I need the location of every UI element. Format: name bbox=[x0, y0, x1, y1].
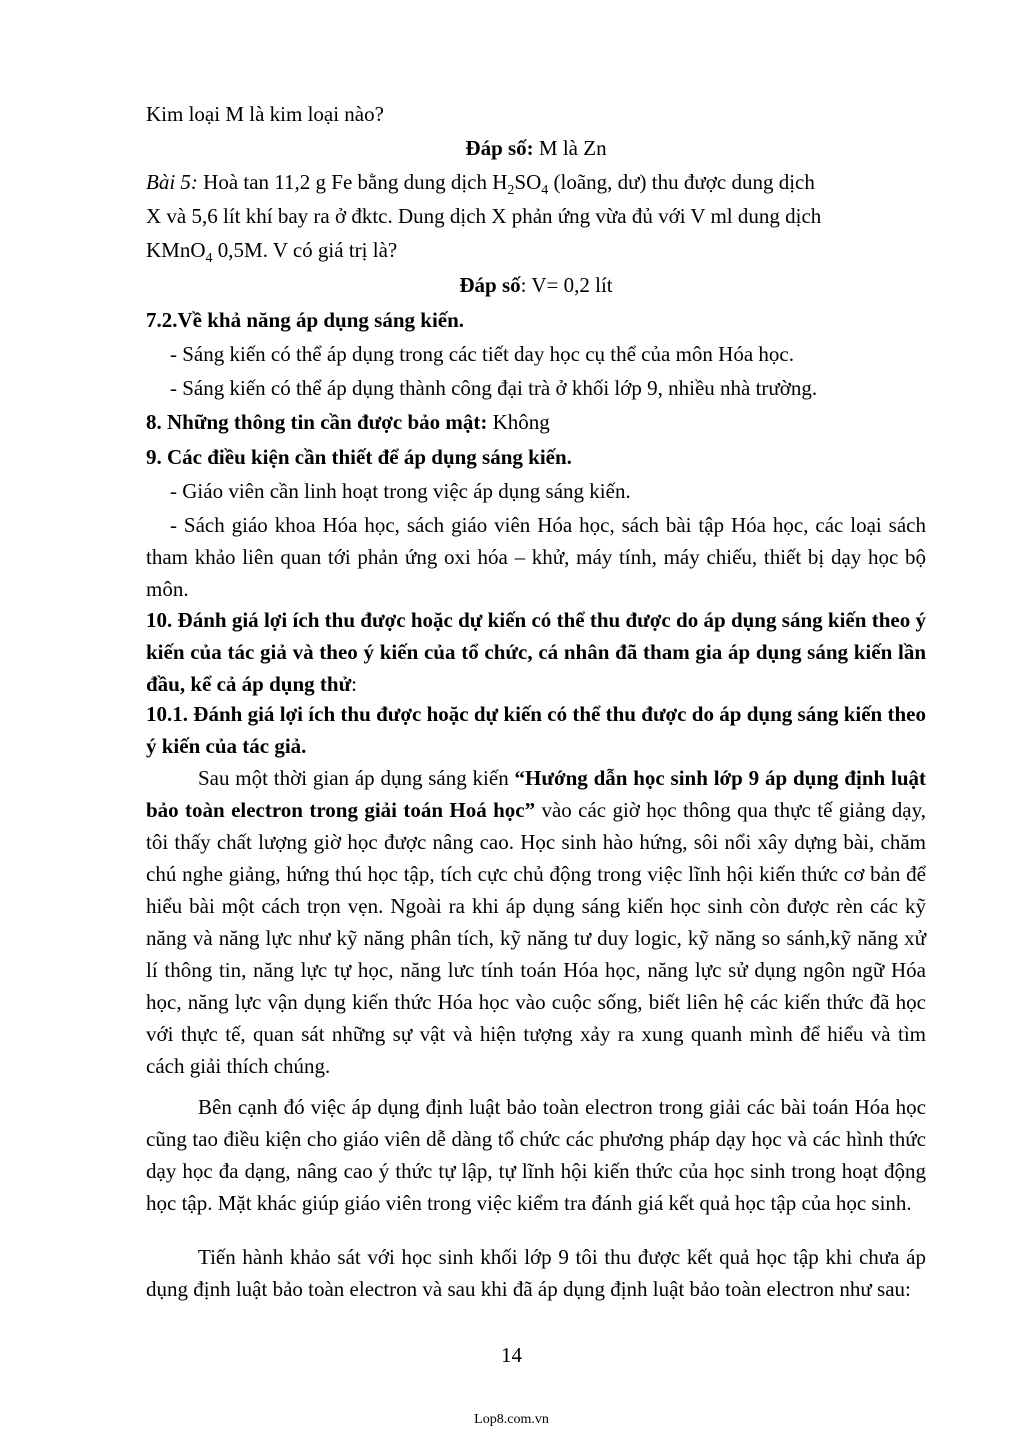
answer-value: M là Zn bbox=[533, 136, 607, 160]
page-number: 14 bbox=[501, 1343, 522, 1367]
heading-7-2: 7.2.Về khả năng áp dụng sáng kiến. bbox=[146, 308, 465, 332]
bullet-9-2: - Sách giáo khoa Hóa học, sách giáo viên Hóa học, sách bài tập Hóa học, các loại sách tham khảo liên quan tới phản ứng oxi hóa – khử, máy tính, máy chiếu, thiết bị dạy học bộ môn. bbox=[146, 513, 926, 601]
paragraph-2: Bên cạnh đó việc áp dụng định luật bảo toàn electron trong giải các bài toán Hóa học cũng tao điều kiện cho giáo viên dễ dàng tổ chức các phương pháp dạy học và các hình thức dạy học đa dạng, nâng cao ý thức tự lập, tự lĩnh hội kiến thức của học sinh trong hoạt động học tập. Mặt khác giúp giáo viên trong việc kiểm tra đánh giá kết quả học tập của học sinh. bbox=[146, 1095, 926, 1215]
answer-value: : V= 0,2 lít bbox=[520, 273, 613, 297]
answer-2 bbox=[146, 269, 926, 301]
answer-label: Đáp số: bbox=[465, 136, 534, 160]
heading-10-1: 10.1. Đánh giá lợi ích thu được hoặc dự kiến có thể thu được do áp dụng sáng kiến theo ý kiến của tác giả. bbox=[146, 702, 926, 758]
initiative-title: “Hướng dẫn học sinh lớp 9 áp dụng định luật bảo toàn electron trong giải toán Hoá học” bbox=[146, 766, 926, 822]
bullet-9-1: - Giáo viên cần linh hoạt trong việc áp dụng sáng kiến. bbox=[170, 479, 631, 503]
exercise-label: Bài 5: bbox=[146, 170, 198, 194]
exercise-5-line-3: KMnO$_4$ 0,5M. V có giá trị là? bbox=[146, 238, 398, 267]
heading-8: 8. Những thông tin cần được bảo mật: Không bbox=[146, 410, 550, 434]
question-line: Kim loại M là kim loại nào? bbox=[146, 102, 384, 126]
exercise-5-line-2: X và 5,6 lít khí bay ra ở đktc. Dung dịch X phản ứng vừa đủ với V ml dung dịch bbox=[146, 204, 822, 228]
answer-1 bbox=[146, 132, 926, 164]
heading-9: 9. Các điều kiện cần thiết để áp dụng sáng kiến. bbox=[146, 445, 572, 469]
bullet-7-2-1: - Sáng kiến có thể áp dụng trong các tiết day học cụ thể của môn Hóa học. bbox=[170, 342, 794, 366]
paragraph-1: Sau một thời gian áp dụng sáng kiến “Hướng dẫn học sinh lớp 9 áp dụng định luật bảo toàn electron trong giải toán Hoá học” vào các giờ học thông qua thực tế giảng dạy, tôi thấy chất lượng giờ học được nâng cao. Học sinh hào hứng, sôi nổi xây dựng bài, chăm chú nghe giảng, hứng thú học tập, tích cực chủ động trong việc lĩnh hội kiến thức cơ bản để hiểu bài một cách trọn vẹn. Ngoài ra khi áp dụng sáng kiến học sinh còn được rèn các kỹ năng và năng lực như kỹ năng phân tích, kỹ năng tư duy logic, kỹ năng so sánh,kỹ năng xử lí thông tin, năng lực tự học, năng lưc tính toán Hóa học, năng lực sử dụng ngôn ngữ Hóa học, năng lực vận dụng kiến thức Hóa học vào cuộc sống, biết liên hệ các kiến thức đã học với thực tế, quan sát những sự vật và hiện tượng xảy ra xung quanh mình để hiểu và tìm cách giải thích chúng. bbox=[146, 766, 926, 1078]
paragraph-3: Tiến hành khảo sát với học sinh khối lớp 9 tôi thu được kết quả học tập khi chưa áp dụng định luật bảo toàn electron và sau khi đã áp dụng định luật bảo toàn electron như sau: bbox=[146, 1245, 926, 1301]
exercise-5-line-1: Bài 5: Hoà tan 11,2 g Fe bằng dung dịch $H_2SO_4$ (loãng, dư) thu được dung dịch bbox=[146, 170, 815, 199]
answer-label: Đáp số bbox=[459, 273, 521, 297]
heading-10: 10. Đánh giá lợi ích thu được hoặc dự kiến có thể thu được do áp dụng sáng kiến theo ý kiến của tác giả và theo ý kiến của tổ chức, cá nhân đã tham gia áp dụng sáng kiến lần đầu, kể cả áp dụng thử: bbox=[146, 608, 926, 696]
bullet-7-2-2: - Sáng kiến có thể áp dụng thành công đại trà ở khối lớp 9, nhiều nhà trường. bbox=[170, 376, 818, 400]
footer-site: Lop8.com.vn bbox=[474, 1412, 549, 1427]
